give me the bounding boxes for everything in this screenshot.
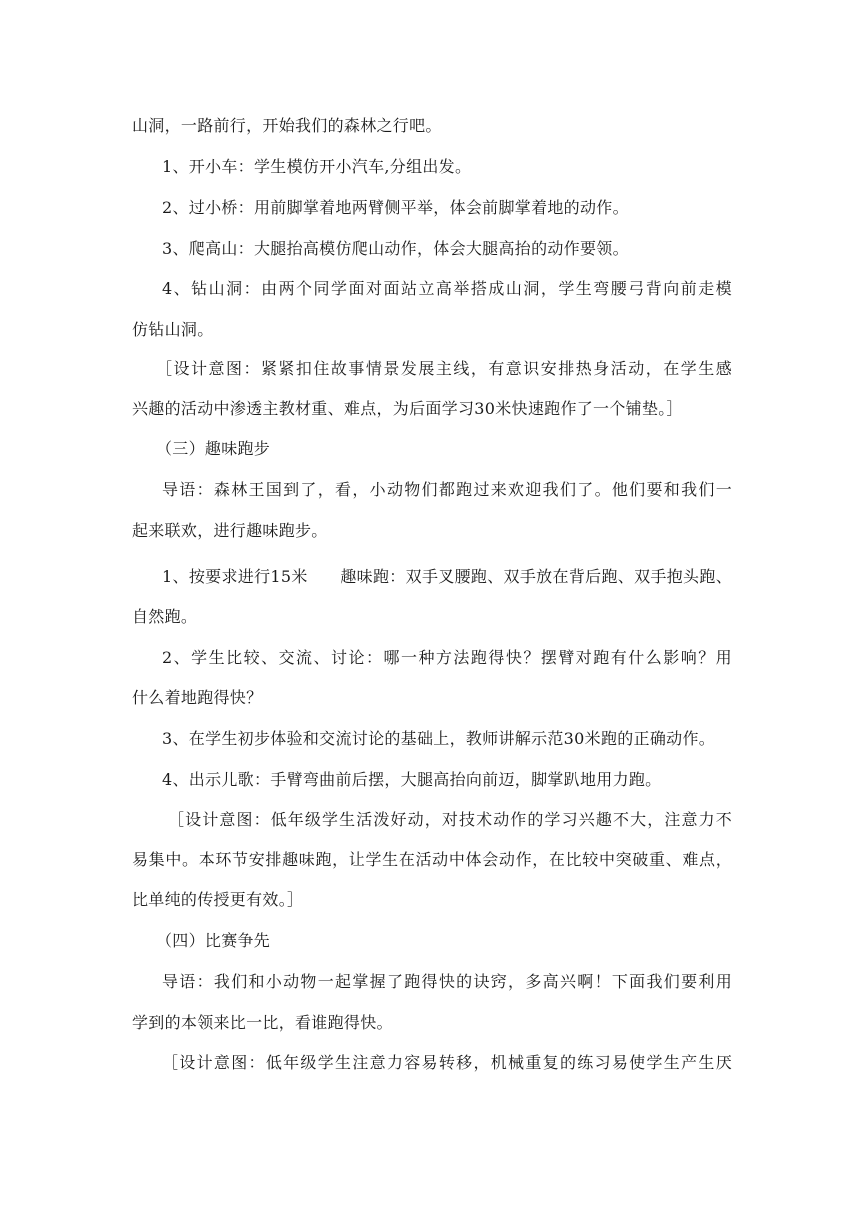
text-line-8: 兴趣的活动中渗透主教材重、难点，为后面学习30米快速跑作了一个铺垫。］ — [132, 399, 683, 418]
text-line-13: 自然跑。 — [132, 607, 198, 626]
text-line-12: 1、按要求进行15米 趣味跑：双手叉腰跑、双手放在背后跑、双手抱头跑、 — [162, 567, 732, 586]
text-line-23: 学到的本领来比一比，看谁跑得快。 — [132, 1013, 393, 1032]
text-line-6: 仿钻山洞。 — [132, 320, 214, 339]
section-heading-3: （三）趣味跑步 — [156, 439, 271, 458]
section-heading-4: （四）比赛争先 — [156, 931, 271, 950]
text-line-17: 4、出示儿歌：手臂弯曲前后摆，大腿高抬向前迈，脚掌趴地用力跑。 — [162, 770, 662, 789]
text-line-11: 起来联欢，进行趣味跑步。 — [132, 521, 328, 540]
text-line-7: ［设计意图：紧紧扣住故事情景发展主线，有意识安排热身活动，在学生感 — [156, 359, 732, 378]
text-line-14: 2、学生比较、交流、讨论：哪一种方法跑得快？摆臂对跑有什么影响？用 — [162, 648, 732, 667]
text-line-2: 1、开小车：学生模仿开小汽车,分组出发。 — [162, 157, 472, 176]
text-line-19: 易集中。本环节安排趣味跑，让学生在活动中体会动作，在比较中突破重、难点， — [132, 850, 732, 869]
text-line-3: 2、过小桥：用前脚掌着地两臂侧平举，体会前脚掌着地的动作。 — [162, 198, 629, 217]
text-line-24: ［设计意图：低年级学生注意力容易转移，机械重复的练习易使学生产生厌 — [162, 1053, 732, 1072]
text-line-15: 什么着地跑得快？ — [132, 688, 263, 707]
text-line-10: 导语：森林王国到了，看，小动物们都跑过来欢迎我们了。他们要和我们一 — [162, 480, 732, 499]
text-line-5: 4、钻山洞：由两个同学面对面站立高举搭成山洞，学生弯腰弓背向前走模 — [162, 279, 732, 298]
text-line-4: 3、爬高山：大腿抬高模仿爬山动作，体会大腿高抬的动作要领。 — [162, 239, 629, 258]
text-line-20: 比单纯的传授更有效。］ — [132, 890, 304, 909]
text-line-22: 导语：我们和小动物一起掌握了跑得快的诀窍，多高兴啊！下面我们要利用 — [162, 972, 732, 991]
text-line-1: 山洞，一路前行，开始我们的森林之行吧。 — [132, 116, 442, 135]
text-line-18: ［设计意图：低年级学生活泼好动，对技术动作的学习兴趣不大，注意力不 — [168, 810, 732, 829]
text-line-16: 3、在学生初步体验和交流讨论的基础上，教师讲解示范30米跑的正确动作。 — [162, 729, 716, 748]
